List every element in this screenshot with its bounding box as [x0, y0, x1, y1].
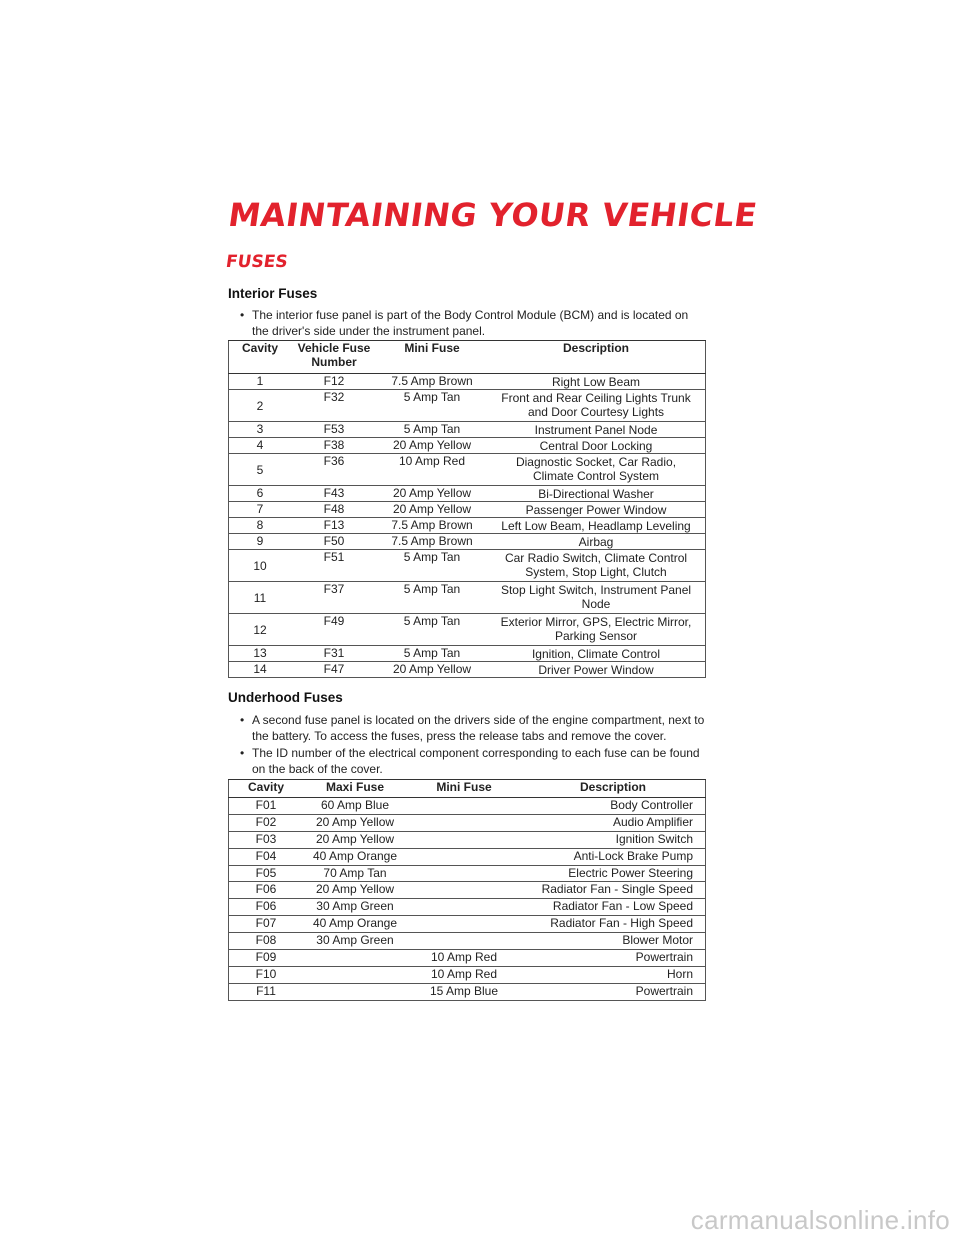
section-title: FUSES: [224, 252, 289, 272]
cell-desc: Ignition, Climate Control: [531, 647, 661, 661]
cell-cavity: 7: [256, 502, 264, 516]
cell-mini: 5 Amp Tan: [403, 390, 461, 404]
cell-cavity: 13: [253, 646, 267, 660]
cell-mini: [407, 882, 521, 899]
cell-mini: 5 Amp Tan: [403, 582, 461, 596]
cell-mini: 20 Amp Yellow: [392, 486, 472, 500]
cell-desc: Radiator Fan - Low Speed: [552, 899, 693, 914]
interior-fuse-table: [228, 340, 706, 678]
cell-cavity: 5: [256, 462, 264, 477]
cell-mini: 15 Amp Blue: [429, 983, 499, 998]
table-row: [229, 950, 706, 967]
cell-desc: Airbag: [578, 535, 614, 549]
cell-mini: 10 Amp Red: [398, 454, 466, 468]
cell-vfn: F12: [323, 374, 345, 388]
cell-cavity: 10: [253, 558, 267, 573]
cell-cavity: F04: [255, 848, 277, 863]
table-row: [229, 390, 706, 422]
cell-vfn: F38: [323, 438, 345, 452]
cell-mini: [407, 848, 521, 865]
table-row: [229, 502, 706, 518]
cell-mini: 5 Amp Tan: [403, 646, 461, 660]
cell-mini: 7.5 Amp Brown: [391, 518, 473, 532]
cell-vfn: F37: [323, 582, 345, 596]
cell-desc: [487, 390, 706, 422]
cell-cavity: 2: [256, 398, 264, 413]
cell-cavity: F10: [255, 966, 277, 981]
cell-mini: 10 Amp Red: [430, 966, 498, 981]
cell-vfn: F50: [323, 534, 345, 548]
table-row: [229, 486, 706, 502]
cell-desc-line1: Car Radio Switch, Climate Control: [504, 551, 688, 565]
col-header-vehicle-fuse-number: [291, 341, 377, 374]
cell-desc-line2: Node: [581, 597, 611, 611]
cell-cavity: 3: [256, 422, 264, 436]
cell-desc-line1: Stop Light Switch, Instrument Panel: [500, 583, 692, 597]
col-header-description: Description: [562, 341, 629, 355]
cell-maxi: [303, 966, 407, 983]
cell-mini: [407, 798, 521, 815]
table-row: [229, 933, 706, 950]
cell-desc: Horn: [666, 966, 693, 981]
cell-vfn: F53: [323, 422, 345, 436]
cell-mini: 20 Amp Yellow: [392, 438, 472, 452]
cell-vfn: F32: [323, 390, 345, 404]
table-row: [229, 966, 706, 983]
cell-vfn: F47: [323, 662, 345, 676]
cell-desc: [487, 582, 706, 614]
table-row: [229, 916, 706, 933]
cell-mini: [407, 933, 521, 950]
cell-vfn: F49: [323, 614, 345, 628]
col-header-cavity: Cavity: [247, 780, 285, 794]
cell-desc: Instrument Panel Node: [534, 423, 658, 437]
cell-desc: Central Door Locking: [539, 439, 653, 453]
cell-desc-line2: System, Stop Light, Clutch: [525, 565, 667, 579]
cell-cavity: 14: [253, 662, 267, 676]
page-title: MAINTAINING YOUR VEHICLE: [226, 196, 760, 234]
cell-desc: [487, 614, 706, 646]
col-header-vfn-line1: Vehicle Fuse: [297, 341, 371, 355]
underhood-bullet-1: [240, 712, 706, 744]
cell-cavity: 1: [256, 374, 264, 388]
cell-desc: Passenger Power Window: [525, 503, 667, 517]
underhood-bullet-1-text: A second fuse panel is located on the drivers side of the engine compartment, next to the battery. To access the fuses, press the release tabs and remove the cover.: [252, 713, 705, 743]
underhood-fuse-table: [228, 779, 706, 1001]
cell-mini: 7.5 Amp Brown: [391, 374, 473, 388]
cell-vfn: F48: [323, 502, 345, 516]
cell-vfn: F36: [323, 454, 345, 468]
cell-mini: 5 Amp Tan: [403, 614, 461, 628]
cell-maxi: [303, 950, 407, 967]
cell-mini: [407, 916, 521, 933]
table-row: [229, 646, 706, 662]
cell-cavity: F11: [256, 983, 276, 998]
cell-mini: 20 Amp Yellow: [392, 662, 472, 676]
cell-maxi: 40 Amp Orange: [312, 916, 398, 931]
cell-maxi: 70 Amp Tan: [323, 865, 387, 880]
cell-desc-line2: and Door Courtesy Lights: [527, 405, 665, 419]
table-row: [229, 374, 706, 390]
underhood-fuses-heading: Underhood Fuses: [228, 690, 343, 705]
cell-maxi: 40 Amp Orange: [312, 848, 398, 863]
cell-mini: 20 Amp Yellow: [392, 502, 472, 516]
col-header-mini-fuse: Mini Fuse: [404, 341, 460, 355]
cell-desc: Ignition Switch: [615, 831, 693, 846]
cell-cavity: 4: [256, 438, 264, 452]
cell-cavity: F03: [255, 831, 277, 846]
cell-desc: Radiator Fan - Single Speed: [541, 882, 693, 897]
cell-desc: [487, 454, 706, 486]
cell-maxi: 30 Amp Green: [316, 933, 394, 948]
cell-desc: Right Low Beam: [551, 375, 641, 389]
cell-mini: 10 Amp Red: [430, 950, 498, 965]
cell-desc: Audio Amplifier: [612, 814, 693, 829]
cell-vfn: F43: [323, 486, 345, 500]
table-row: [229, 534, 706, 550]
table-row: [229, 831, 706, 848]
cell-mini: 7.5 Amp Brown: [391, 534, 473, 548]
watermark: carmanualsonline.info: [690, 1205, 950, 1235]
table-row: [229, 614, 706, 646]
bullet-icon: •: [240, 713, 245, 727]
cell-desc: [487, 550, 706, 582]
col-header-maxi-fuse: Maxi Fuse: [325, 780, 385, 794]
cell-desc-line1: Front and Rear Ceiling Lights Trunk: [501, 391, 691, 405]
cell-maxi: 30 Amp Green: [316, 899, 394, 914]
table-row: [229, 662, 706, 678]
cell-cavity: 6: [256, 486, 264, 500]
table-row: [229, 983, 706, 1000]
table-header-row: [229, 341, 706, 374]
col-header-cavity: Cavity: [241, 341, 279, 355]
cell-cavity: 9: [256, 534, 264, 548]
cell-cavity: 12: [253, 622, 267, 637]
cell-desc: Body Controller: [610, 798, 693, 812]
interior-fuses-heading: Interior Fuses: [228, 286, 318, 301]
col-header-vfn-line2: Number: [311, 355, 357, 369]
cell-desc: Powertrain: [635, 950, 693, 965]
cell-maxi: 20 Amp Yellow: [315, 831, 395, 846]
cell-cavity: 8: [256, 518, 264, 532]
underhood-bullet-2-text: The ID number of the electrical component corresponding to each fuse can be found on the back of the cover.: [252, 746, 700, 776]
cell-desc: Electric Power Steering: [568, 865, 693, 880]
col-header-mini-fuse: Mini Fuse: [436, 780, 492, 794]
cell-mini: 5 Amp Tan: [403, 550, 461, 564]
cell-desc: Powertrain: [635, 983, 693, 998]
table-row: [229, 550, 706, 582]
cell-cavity: F06: [255, 882, 277, 897]
cell-mini: 5 Amp Tan: [403, 422, 461, 436]
table-row: [229, 882, 706, 899]
cell-desc: Driver Power Window: [538, 663, 654, 677]
bullet-icon: •: [240, 746, 245, 760]
table-row: [229, 865, 706, 882]
cell-cavity: F07: [255, 916, 277, 931]
cell-mini: [407, 831, 521, 848]
table-row: [229, 814, 706, 831]
cell-desc: Blower Motor: [622, 933, 693, 948]
cell-cavity: F05: [255, 865, 277, 880]
cell-cavity: 11: [253, 590, 267, 605]
cell-desc-line2: Climate Control System: [532, 469, 660, 483]
underhood-bullet-2: [240, 745, 706, 777]
cell-cavity: F09: [255, 950, 277, 965]
table-row: [229, 848, 706, 865]
table-row: [229, 454, 706, 486]
cell-maxi: 20 Amp Yellow: [315, 814, 395, 829]
table-row: [229, 899, 706, 916]
cell-desc: Radiator Fan - High Speed: [550, 916, 693, 931]
cell-maxi: 20 Amp Yellow: [315, 882, 395, 897]
cell-maxi: [303, 983, 407, 1000]
cell-cavity: F08: [255, 933, 277, 948]
cell-desc: Bi-Directional Washer: [538, 487, 654, 501]
cell-desc-line1: Diagnostic Socket, Car Radio,: [515, 455, 677, 469]
table-row: [229, 422, 706, 438]
col-header-description: Description: [579, 780, 646, 794]
cell-vfn: F31: [323, 646, 345, 660]
cell-vfn: F51: [323, 550, 345, 564]
cell-desc: Left Low Beam, Headlamp Leveling: [501, 519, 691, 533]
cell-cavity: F02: [255, 814, 277, 829]
cell-desc-line2: Parking Sensor: [554, 629, 638, 643]
table-row: [229, 438, 706, 454]
cell-desc-line1: Exterior Mirror, GPS, Electric Mirror,: [500, 615, 692, 629]
cell-maxi: 60 Amp Blue: [320, 798, 390, 812]
table-row: [229, 582, 706, 614]
cell-vfn: F13: [323, 518, 345, 532]
cell-mini: [407, 814, 521, 831]
cell-cavity: F06: [255, 899, 277, 914]
interior-bullet-text: The interior fuse panel is part of the Body Control Module (BCM) and is located on the driver's side under the instrument panel.: [252, 308, 689, 338]
cell-mini: [407, 865, 521, 882]
cell-mini: [407, 899, 521, 916]
table-header-row: [229, 780, 706, 798]
cell-cavity: F01: [255, 798, 277, 812]
table-row: [229, 518, 706, 534]
cell-desc: Anti-Lock Brake Pump: [573, 848, 693, 863]
bullet-icon: •: [240, 308, 245, 322]
table-row: [229, 798, 706, 815]
interior-bullet: [240, 307, 706, 339]
